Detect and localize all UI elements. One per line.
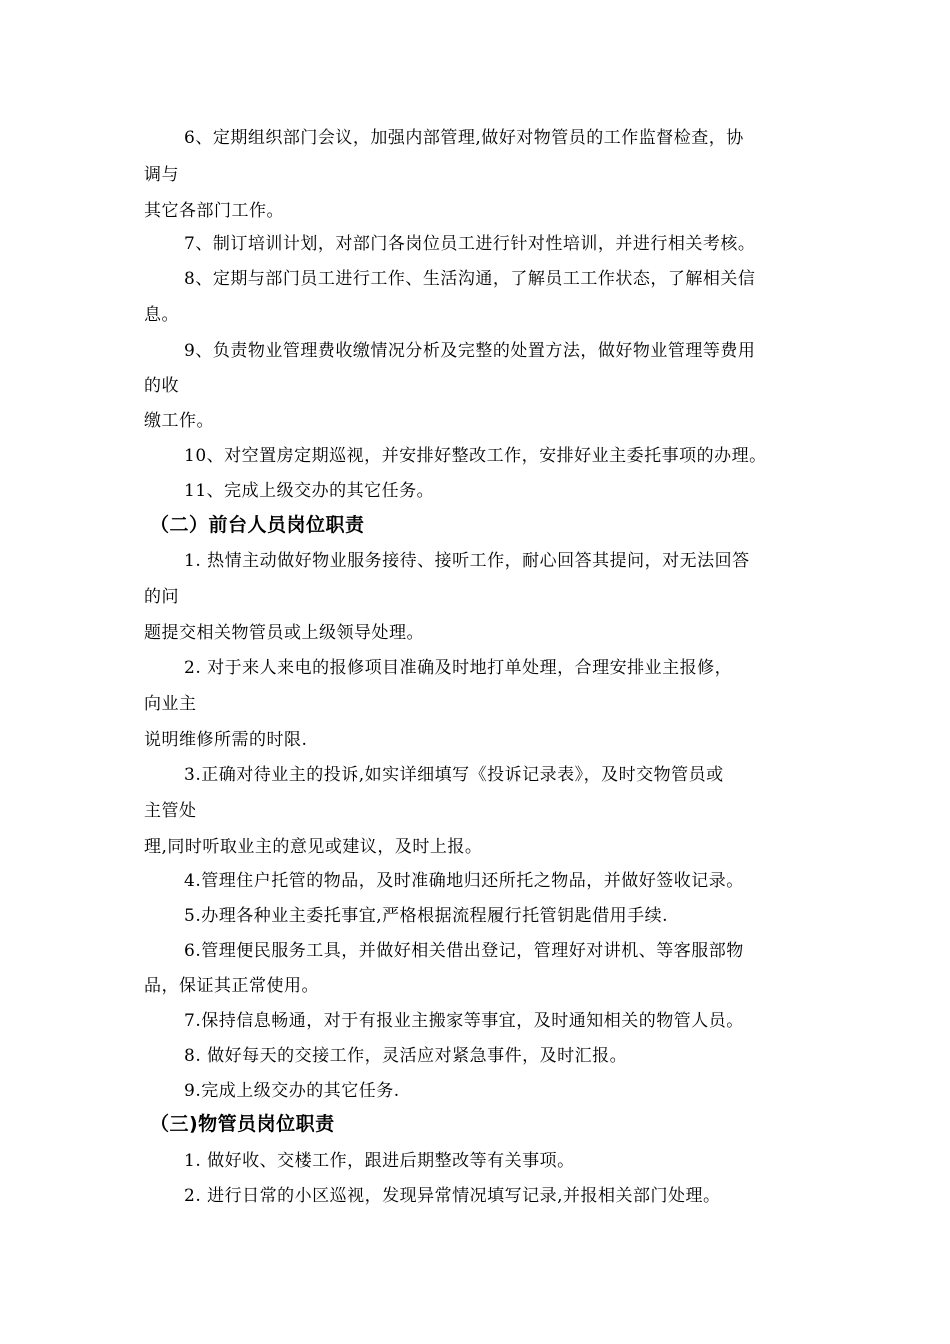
front-desk-item-3-cont-1: 主管处 — [144, 801, 197, 821]
front-desk-item-2-cont-2: 说明维修所需的时限. — [144, 730, 308, 750]
front-desk-item-5: 5.办理各种业主委托事宜,严格根据流程履行托管钥匙借用手续. — [184, 906, 669, 926]
front-desk-item-8: 8. 做好每天的交接工作，灵活应对紧急事件，及时汇报。 — [184, 1046, 628, 1066]
duty-item-8: 8、定期与部门员工进行工作、生活沟通，了解员工工作状态，了解相关信 — [184, 269, 756, 289]
section-heading-property-officer: （三)物管员岗位职责 — [150, 1113, 335, 1135]
front-desk-item-1-cont-1: 的问 — [144, 587, 179, 607]
front-desk-item-9: 9.完成上级交办的其它任务. — [184, 1081, 400, 1101]
front-desk-item-2-cont-1: 向业主 — [144, 694, 197, 714]
front-desk-item-3-cont-2: 理,同时听取业主的意见或建议，及时上报。 — [144, 837, 483, 857]
front-desk-item-6: 6.管理便民服务工具，并做好相关借出登记，管理好对讲机、等客服部物 — [184, 941, 744, 961]
property-officer-item-1: 1. 做好收、交楼工作，跟进后期整改等有关事项。 — [184, 1151, 575, 1171]
front-desk-item-4: 4.管理住户托管的物品，及时准确地归还所托之物品，并做好签收记录。 — [184, 871, 744, 891]
duty-item-6-cont-1: 调与 — [144, 165, 179, 185]
front-desk-item-3: 3.正确对待业主的投诉,如实详细填写《投诉记录表》，及时交物管员或 — [184, 765, 724, 785]
front-desk-item-2: 2. 对于来人来电的报修项目准确及时地打单处理，合理安排业主报修， — [184, 658, 733, 678]
duty-item-9: 9、负责物业管理费收缴情况分析及完整的处置方法，做好物业管理等费用 — [184, 341, 756, 361]
section-heading-front-desk: （二）前台人员岗位职责 — [150, 514, 365, 536]
duty-item-8-cont-1: 息。 — [144, 305, 179, 325]
duty-item-9-cont-1: 的收 — [144, 376, 179, 396]
front-desk-item-1-cont-2: 题提交相关物管员或上级领导处理。 — [144, 623, 424, 643]
front-desk-item-7: 7.保持信息畅通，对于有报业主搬家等事宜，及时通知相关的物管人员。 — [184, 1011, 744, 1031]
duty-item-7: 7、制订培训计划，对部门各岗位员工进行针对性培训，并进行相关考核。 — [184, 234, 756, 254]
duty-item-10: 10、对空置房定期巡视，并安排好整改工作，安排好业主委托事项的办理。 — [184, 446, 767, 466]
duty-item-6: 6、定期组织部门会议，加强内部管理,做好对物管员的工作监督检查，协 — [184, 128, 744, 148]
duty-item-6-cont-2: 其它各部门工作。 — [144, 201, 284, 221]
property-officer-item-2: 2. 进行日常的小区巡视，发现异常情况填写记录,并报相关部门处理。 — [184, 1186, 721, 1206]
front-desk-item-6-cont-1: 品，保证其正常使用。 — [144, 976, 319, 996]
duty-item-11: 11、完成上级交办的其它任务。 — [184, 481, 435, 501]
front-desk-item-1: 1. 热情主动做好物业服务接待、接听工作，耐心回答其提问，对无法回答 — [184, 551, 750, 571]
duty-item-9-cont-2: 缴工作。 — [144, 411, 214, 431]
